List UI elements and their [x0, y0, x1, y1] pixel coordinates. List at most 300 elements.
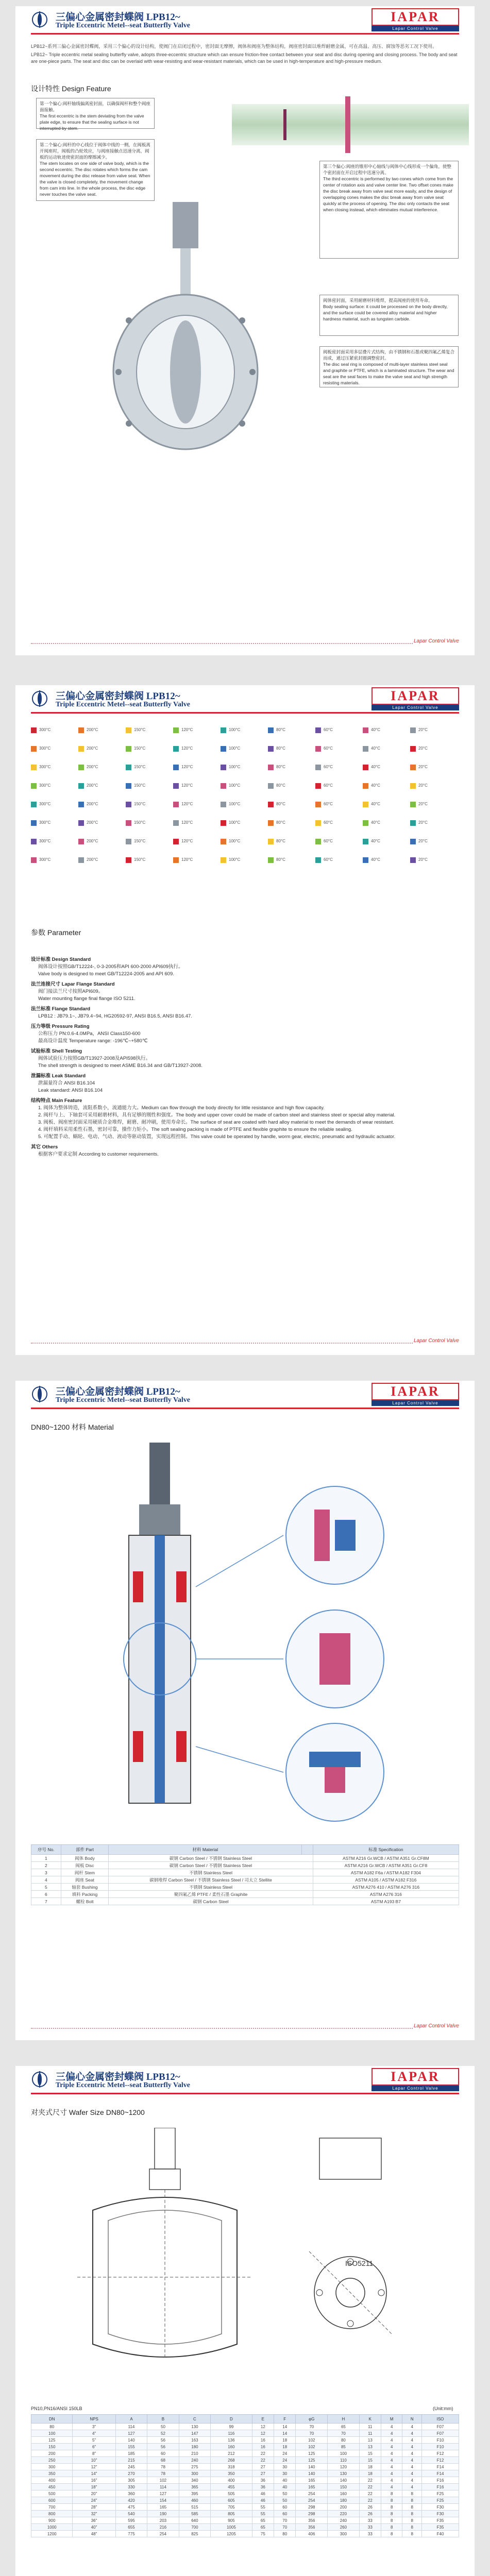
legend-label: 100°C	[229, 765, 241, 769]
legend-swatch	[410, 857, 416, 863]
dimension-cell: 130	[328, 2470, 359, 2477]
parameter-line: 1. 阀体为整体铸造，流阻系数小，流通能力大。Medium can flow through the body directly for little resistance and high flow capacity.	[38, 1105, 325, 1111]
valve-section-drawing	[77, 1443, 412, 1824]
dimension-cell: 406	[296, 2531, 328, 2537]
material-header-cell: 部件 Part	[61, 1845, 109, 1855]
dimension-cell: 775	[115, 2531, 147, 2537]
dimension-cell: 22	[359, 2477, 381, 2484]
dimension-cell: 140	[115, 2437, 147, 2444]
legend-swatch	[173, 820, 179, 826]
dimension-cell: 15	[359, 2457, 381, 2464]
legend-swatch	[31, 820, 37, 826]
dimension-cell: F40	[422, 2531, 459, 2537]
dimension-row	[31, 2457, 459, 2464]
legend-label: 120°C	[181, 802, 193, 806]
legend-swatch	[410, 765, 416, 770]
dimension-cell: F35	[422, 2524, 459, 2531]
dimension-cell: 70	[328, 2430, 359, 2437]
dimension-cell: 365	[179, 2484, 210, 2490]
dimension-cell: 32"	[73, 2511, 115, 2517]
material-part: 阀板 Disc	[61, 1862, 109, 1869]
note-disc-seal: 阀板密封面采用多层叠片式结构，由不锈钢和石墨或聚四氟乙烯复合而成，通过压紧密封圈调整密封。 The disc seal ring is composed of multi-layer stainless steel seal and graphite or PTFE, which is a laminated structure. The wear and seat are the seal faces to make the valve seat and high strength resisting materials.	[319, 346, 459, 387]
legend-label: 40°C	[371, 857, 380, 862]
dimension-cell: 350	[31, 2470, 73, 2477]
dimension-cell: 46	[252, 2490, 274, 2497]
legend-swatch	[221, 746, 226, 752]
legend-label: 300°C	[39, 839, 51, 843]
legend-swatch	[31, 765, 37, 770]
footer-text: Lapar Control Valve	[413, 638, 459, 644]
legend-label: 80°C	[276, 765, 285, 769]
dimension-cell: 475	[115, 2504, 147, 2511]
dimension-cell: 114	[115, 2424, 147, 2430]
page-wafer-size	[15, 2066, 475, 2576]
dimension-header-cell: B	[147, 2415, 179, 2424]
dimension-table-1-body	[31, 2424, 459, 2537]
dimension-cell: 150	[328, 2484, 359, 2490]
legend-swatch	[31, 839, 37, 844]
legend-label: 60°C	[324, 839, 333, 843]
legend-label: 20°C	[418, 727, 428, 732]
legend-label: 100°C	[229, 746, 241, 751]
dimension-cell: 30	[274, 2470, 296, 2477]
material-table-header	[31, 1845, 459, 1855]
dimension-cell: 125	[296, 2457, 328, 2464]
page-parameter	[15, 685, 475, 1355]
material-name: 聚四氟乙烯 PTFE / 柔性石墨 Graphite	[109, 1891, 313, 1898]
parameter-heading: 泄漏标准 Leak Standard	[31, 1073, 86, 1079]
footer-rule	[31, 2028, 413, 2029]
dimension-header-cell: H	[328, 2415, 359, 2424]
legend-label: 20°C	[418, 746, 428, 751]
dimension-cell: 254	[296, 2490, 328, 2497]
disc-section	[283, 109, 286, 140]
dimension-cell: 700	[179, 2524, 210, 2531]
dimension-cell: 356	[296, 2517, 328, 2524]
dimension-cell: 140	[296, 2464, 328, 2470]
legend-swatch	[221, 765, 226, 770]
legend-label: 120°C	[181, 765, 193, 769]
material-no: 2	[31, 1862, 61, 1869]
dimension-cell: 275	[179, 2464, 210, 2470]
dimension-cell: 250	[31, 2457, 73, 2464]
dimension-cell: 4	[402, 2464, 422, 2470]
dimension-cell: F14	[422, 2464, 459, 2470]
legend-swatch	[31, 783, 37, 789]
legend-swatch	[126, 765, 131, 770]
dimension-cell: F07	[422, 2430, 459, 2437]
legend-swatch	[31, 857, 37, 863]
logo-text: IAPAR	[371, 8, 459, 26]
material-table-body	[31, 1855, 459, 1905]
legend-swatch	[173, 839, 179, 844]
dimension-cell: 18	[274, 2444, 296, 2450]
dimension-cell: 147	[179, 2430, 210, 2437]
dimension-header-cell: φG	[296, 2415, 328, 2424]
legend-swatch	[410, 746, 416, 752]
wafer-dimension-drawing	[62, 2128, 423, 2370]
material-part: 螺栓 Bolt	[61, 1898, 109, 1905]
header-title-en: Triple Eccentric Metel--seat Butterfly Valve	[56, 1396, 190, 1404]
material-no: 7	[31, 1898, 61, 1905]
dimension-cell: 185	[115, 2450, 147, 2457]
material-no: 6	[31, 1891, 61, 1898]
page-footer	[15, 1336, 475, 1350]
dimension-cell: 8	[381, 2497, 402, 2504]
header-title-zh: 三偏心金属密封蝶阀 LPB12~	[56, 12, 180, 23]
legend-swatch	[173, 746, 179, 752]
dimension-cell: 200	[328, 2504, 359, 2511]
legend-label: 20°C	[418, 783, 428, 788]
legend-label: 120°C	[181, 857, 193, 862]
legend-swatch	[363, 727, 368, 733]
legend-label: 20°C	[418, 820, 428, 825]
legend-swatch	[31, 727, 37, 733]
dimension-cell: 1000	[31, 2524, 73, 2531]
dimension-cell: 16	[252, 2437, 274, 2444]
note-second-eccentric: 第二个偏心:阀杆的中心线位于阀体中线的一侧，在阀板离开阀座时，阀板的凸轮效应，与阀座接触点迅速分离，阀板的运动轨迹使密封面的摩擦减少。 The stem locates on one side of valve body, which is the second eccentric. The disc rotates which forms the cam movement during the disc release from valve seat. When the valve is closed completely, the movement change from cam into line. In the whole process, the disc edge never touches the valve seat.	[36, 139, 155, 201]
dimension-cell: 36	[252, 2484, 274, 2490]
material-name: 碳钢 Carbon Steel / 不锈钢 Stainless Steel	[109, 1855, 313, 1862]
dimension-cell: 8	[402, 2497, 422, 2504]
dimension-cell: 165	[147, 2504, 179, 2511]
legend-swatch	[173, 765, 179, 770]
material-name: 碳钢 Carbon Steel / 不锈钢 Stainless Steel	[109, 1862, 313, 1869]
legend-label: 150°C	[134, 727, 146, 732]
parameter-line: 2. 阀杆与上、下轴套可采用耐磨材料，具有足够的刚性和强度。The body and upper cover could be made of carbon steel and stainless steel or special alloy material.	[38, 1112, 396, 1118]
material-name: 碳钢堆焊 Carbon Steel / 不锈钢 Stainless Steel / 司太立 Stellite	[109, 1876, 313, 1884]
material-part: 阀座 Seat	[61, 1876, 109, 1884]
material-no: 3	[31, 1869, 61, 1876]
legend-swatch	[315, 857, 321, 863]
legend-label: 80°C	[276, 839, 285, 843]
legend-label: 150°C	[134, 765, 146, 769]
material-name: 碳钢 Carbon Steel	[109, 1898, 313, 1905]
material-header-cell: 标准 Specification	[313, 1845, 459, 1855]
legend-label: 300°C	[39, 820, 51, 825]
header-title-en: Triple Eccentric Metel--seat Butterfly Valve	[56, 22, 190, 29]
dimension-cell: 155	[115, 2444, 147, 2450]
dimension-cell: 8	[402, 2504, 422, 2511]
dimension-cell: 705	[211, 2504, 252, 2511]
dimension-cell: 4	[381, 2437, 402, 2444]
legend-label: 60°C	[324, 765, 333, 769]
legend-label: 80°C	[276, 727, 285, 732]
dimension-cell: 13	[359, 2444, 381, 2450]
dimension-cell: 78	[147, 2464, 179, 2470]
legend-swatch	[363, 857, 368, 863]
dimension-cell: 540	[115, 2511, 147, 2517]
legend-label: 200°C	[87, 857, 98, 862]
material-row	[31, 1869, 459, 1876]
legend-label: 60°C	[324, 746, 333, 751]
parameter-line: 阀体设计按照GB/T12224-, 0-3-2005和API 600-2000 API609执行。	[38, 964, 183, 970]
dimension-cell: 180	[328, 2497, 359, 2504]
dimension-cell: F10	[422, 2444, 459, 2450]
dimension-cell: 1205	[211, 2531, 252, 2537]
dimension-cell: 190	[147, 2511, 179, 2517]
legend-label: 100°C	[229, 820, 241, 825]
dimension-cell: 120	[328, 2464, 359, 2470]
legend-swatch	[173, 727, 179, 733]
parameter-line: 阀体试验压力按照GB/T13927-2008及API598执行。	[38, 1056, 151, 1061]
dimension-cell: 4	[402, 2430, 422, 2437]
dimension-cell: F25	[422, 2490, 459, 2497]
dimension-cell: 6"	[73, 2444, 115, 2450]
dimension-cell: 4	[402, 2477, 422, 2484]
legend-swatch	[78, 783, 84, 789]
dimension-cell: 8	[402, 2524, 422, 2531]
legend-swatch	[363, 802, 368, 807]
dimension-cell: F30	[422, 2504, 459, 2511]
legend-swatch	[410, 839, 416, 844]
legend-row	[31, 726, 459, 735]
dimension-cell: 85	[328, 2444, 359, 2450]
legend-swatch	[126, 783, 131, 789]
legend-swatch	[410, 783, 416, 789]
dimension-cell: F12	[422, 2457, 459, 2464]
legend-label: 300°C	[39, 783, 51, 788]
dimension-cell: 18	[359, 2470, 381, 2477]
legend-swatch	[363, 839, 368, 844]
note-body-sealing: 阀体密封面，采用耐磨材料堆焊，提高阀座的使用寿命。 Body sealing surface: it could be processed on the body directly, and the surface could be covered alloy material and higher hardness material, such as tungsten carbide.	[319, 295, 459, 336]
dimension-cell: 60	[274, 2511, 296, 2517]
dimension-cell: 15	[359, 2450, 381, 2457]
material-row	[31, 1855, 459, 1862]
material-spec: ASTM A193 B7	[313, 1898, 459, 1905]
dimension-cell: 8	[402, 2490, 422, 2497]
material-row	[31, 1876, 459, 1884]
legend-swatch	[268, 765, 274, 770]
iso-label: ISO5211	[345, 2259, 374, 2267]
dimension-cell: 4	[402, 2457, 422, 2464]
dimension-cell: 50	[274, 2490, 296, 2497]
legend-label: 150°C	[134, 783, 146, 788]
legend-swatch	[221, 802, 226, 807]
dimension-table-1-header	[31, 2415, 459, 2424]
legend-swatch	[315, 746, 321, 752]
legend-swatch	[221, 783, 226, 789]
valve-3d-illustration	[98, 202, 273, 460]
legend-label: 150°C	[134, 802, 146, 806]
dimension-cell: 905	[211, 2517, 252, 2524]
dimension-row	[31, 2464, 459, 2470]
dimension-cell: 40"	[73, 2524, 115, 2531]
legend-label: 60°C	[324, 802, 333, 806]
legend-swatch	[126, 727, 131, 733]
page-footer	[15, 2022, 475, 2035]
dimension-cell: 78	[147, 2470, 179, 2477]
parameter-line: Water mounting flange final flange ISO 5211.	[38, 996, 136, 1002]
dimension-cell: 500	[31, 2490, 73, 2497]
dimension-cell: 20"	[73, 2490, 115, 2497]
dimension-cell: 40	[274, 2484, 296, 2490]
dimension-cell: 114	[147, 2484, 179, 2490]
header-title-zh: 三偏心金属密封蝶阀 LPB12~	[56, 1386, 180, 1397]
legend-swatch	[268, 857, 274, 863]
legend-label: 60°C	[324, 783, 333, 788]
dimension-cell: 46	[252, 2497, 274, 2504]
legend-swatch	[78, 802, 84, 807]
dimension-cell: 330	[115, 2484, 147, 2490]
dimension-cell: 212	[211, 2450, 252, 2457]
dimension-cell: 254	[296, 2497, 328, 2504]
dimension-cell: 16	[252, 2444, 274, 2450]
dimension-cell: 163	[179, 2437, 210, 2444]
legend-swatch	[126, 746, 131, 752]
material-part: 轴套 Bushing	[61, 1884, 109, 1891]
legend-swatch	[410, 802, 416, 807]
valve-mark-icon	[31, 689, 48, 708]
dimension-cell: 65	[252, 2517, 274, 2524]
header-title-en: Triple Eccentric Metel--seat Butterfly Valve	[56, 701, 190, 708]
dimension-cell: 27	[252, 2464, 274, 2470]
intro-zh: LPB12~系列三偏心金属密封蝶阀，采用三个偏心的设计结构，使阀门在启闭过程中，密封面无摩擦，阀体和阀座为整体结构，阀座密封面以堆焊耐磨金属，可在高温、高压、腐蚀等恶劣工况下使用。	[31, 44, 437, 49]
logo-subtitle: Lapar Control Valve	[371, 1400, 459, 1406]
legend-label: 20°C	[418, 802, 428, 806]
legend-label: 60°C	[324, 820, 333, 825]
dimension-cell: 270	[115, 2470, 147, 2477]
legend-label: 200°C	[87, 746, 98, 751]
footer-text: Lapar Control Valve	[413, 1338, 459, 1344]
legend-label: 200°C	[87, 802, 98, 806]
dimension-cell: 300	[179, 2470, 210, 2477]
dimension-row	[31, 2450, 459, 2457]
dimension-header-cell: C	[179, 2415, 210, 2424]
dimension-header-cell: K	[359, 2415, 381, 2424]
dimension-cell: 4	[381, 2484, 402, 2490]
dimension-header-cell: M	[381, 2415, 402, 2424]
dimension-cell: 254	[147, 2531, 179, 2537]
dimension-cell: 350	[211, 2470, 252, 2477]
material-name: 不锈钢 Stainless Steel	[109, 1884, 313, 1891]
page-header	[15, 2066, 475, 2097]
dimension-header-cell: NPS	[73, 2415, 115, 2424]
dimension-cell: 4"	[73, 2430, 115, 2437]
dimension-cell: 24	[274, 2450, 296, 2457]
legend-label: 100°C	[229, 802, 241, 806]
dimension-cell: 4	[381, 2424, 402, 2430]
dimension-cell: F16	[422, 2484, 459, 2490]
note-first-eccentric: 第一个偏心:阀杆轴线偏离密封面，以确保阀杆和整个阀座面接触。 The first eccentric is the stem deviating from the valve plate edge, to ensure that the sealing surface is not interrupted by stem.	[36, 98, 155, 129]
material-no: 5	[31, 1884, 61, 1891]
brand-logo	[371, 1383, 459, 1405]
dimension-cell: 455	[211, 2484, 252, 2490]
dimension-cell: 655	[115, 2524, 147, 2531]
dimension-cell: 70	[274, 2524, 296, 2531]
legend-swatch	[31, 802, 37, 807]
legend-label: 40°C	[371, 839, 380, 843]
logo-subtitle: Lapar Control Valve	[371, 26, 459, 31]
dimension-cell: 450	[31, 2484, 73, 2490]
legend-label: 100°C	[229, 727, 241, 732]
material-row	[31, 1891, 459, 1898]
dimension-cell: 3"	[73, 2424, 115, 2430]
parameter-line: 4. 阀杆填料采用柔性石墨，密封可靠，操作力矩小。The soft sealing packing is made of PTFE and flexible graphite to ensure the reliable sealing.	[38, 1127, 352, 1132]
dimension-cell: 50	[274, 2497, 296, 2504]
legend-label: 200°C	[87, 783, 98, 788]
parameter-heading: 法兰连接尺寸 Lapar Flange Standard	[31, 981, 115, 987]
dimension-cell: 5"	[73, 2437, 115, 2444]
dimension-table-1	[31, 2414, 459, 2537]
section-title-parameter: 参数 Parameter	[31, 928, 81, 937]
note-third-eccentric: 第三个偏心:阀座的锥形中心轴线与阀体中心线形成一个偏角，使整个密封面在开启过程中迅速分离。 The third eccentric is performed by two cones which come from the center of rotation axis and valve center line. Two offset cones make the disc break away from valve seat more easily, and the design of overlapping cones makes the disc break away from valve seat quickly at the process of opening. The disc only contacts the seat when closing instead, which eliminates mutual interference.	[319, 161, 459, 259]
material-header-cell	[302, 1845, 313, 1855]
dimension-cell: 70	[296, 2430, 328, 2437]
legend-label: 300°C	[39, 857, 51, 862]
dimension-cell: 18"	[73, 2484, 115, 2490]
pipe-flange-ring	[345, 96, 350, 153]
material-row	[31, 1862, 459, 1869]
dimension-cell: F16	[422, 2477, 459, 2484]
legend-label: 100°C	[229, 783, 241, 788]
dimension-cell: F12	[422, 2450, 459, 2457]
pipe-illustration	[232, 104, 469, 145]
dimension-cell: 245	[115, 2464, 147, 2470]
dimension-cell: 505	[211, 2490, 252, 2497]
legend-swatch	[268, 820, 274, 826]
dimension-cell: 595	[115, 2517, 147, 2524]
dimension-cell: 4	[381, 2430, 402, 2437]
dimension-cell: 70	[296, 2424, 328, 2430]
dimension-cell: 11	[359, 2430, 381, 2437]
dimension-cell: 318	[211, 2464, 252, 2470]
legend-label: 200°C	[87, 839, 98, 843]
parameter-line: 根据客户要求定制 According to customer requirements.	[38, 1151, 159, 1157]
parameter-line: Valve body is designed to meet GB/T12224-2005 and API 609.	[38, 971, 174, 977]
logo-text: IAPAR	[371, 687, 459, 705]
legend-label: 80°C	[276, 802, 285, 806]
legend-label: 60°C	[324, 857, 333, 862]
dimension-cell: 22	[252, 2457, 274, 2464]
dimension-cell: 4	[381, 2470, 402, 2477]
dimension-cell: 203	[147, 2517, 179, 2524]
legend-label: 80°C	[276, 746, 285, 751]
dimension-cell: 60	[147, 2450, 179, 2457]
dimension-cell: 80	[31, 2424, 73, 2430]
table1-title: PN10,PN16/ANSI 150LB	[31, 2406, 82, 2411]
dimension-cell: 12"	[73, 2464, 115, 2470]
header-rule	[31, 1408, 459, 1409]
legend-label: 40°C	[371, 765, 380, 769]
legend-label: 20°C	[418, 857, 428, 862]
dimension-cell: 4	[381, 2450, 402, 2457]
dimension-cell: 160	[328, 2490, 359, 2497]
dimension-cell: F10	[422, 2437, 459, 2444]
logo-subtitle: Lapar Control Valve	[371, 705, 459, 710]
dimension-cell: 640	[179, 2517, 210, 2524]
dimension-cell: 8"	[73, 2450, 115, 2457]
dimension-cell: 10"	[73, 2457, 115, 2464]
dimension-cell: 165	[296, 2484, 328, 2490]
parameter-line: 公称压力 PN:0.6-4.0MPa，ANSI Class150-600	[38, 1031, 141, 1037]
dimension-cell: 130	[179, 2424, 210, 2430]
legend-label: 150°C	[134, 746, 146, 751]
dimension-cell: 12	[252, 2430, 274, 2437]
dimension-cell: 298	[296, 2511, 328, 2517]
dimension-cell: 305	[115, 2477, 147, 2484]
dimension-cell: 116	[211, 2430, 252, 2437]
dimension-cell: 125	[296, 2450, 328, 2457]
dimension-cell: 395	[179, 2490, 210, 2497]
dimension-cell: 298	[296, 2504, 328, 2511]
brand-logo	[371, 8, 459, 31]
material-header-cell: 材料 Material	[109, 1845, 302, 1855]
legend-swatch	[410, 727, 416, 733]
legend-swatch	[221, 857, 226, 863]
legend-swatch	[363, 783, 368, 789]
dimension-cell: 22	[252, 2450, 274, 2457]
